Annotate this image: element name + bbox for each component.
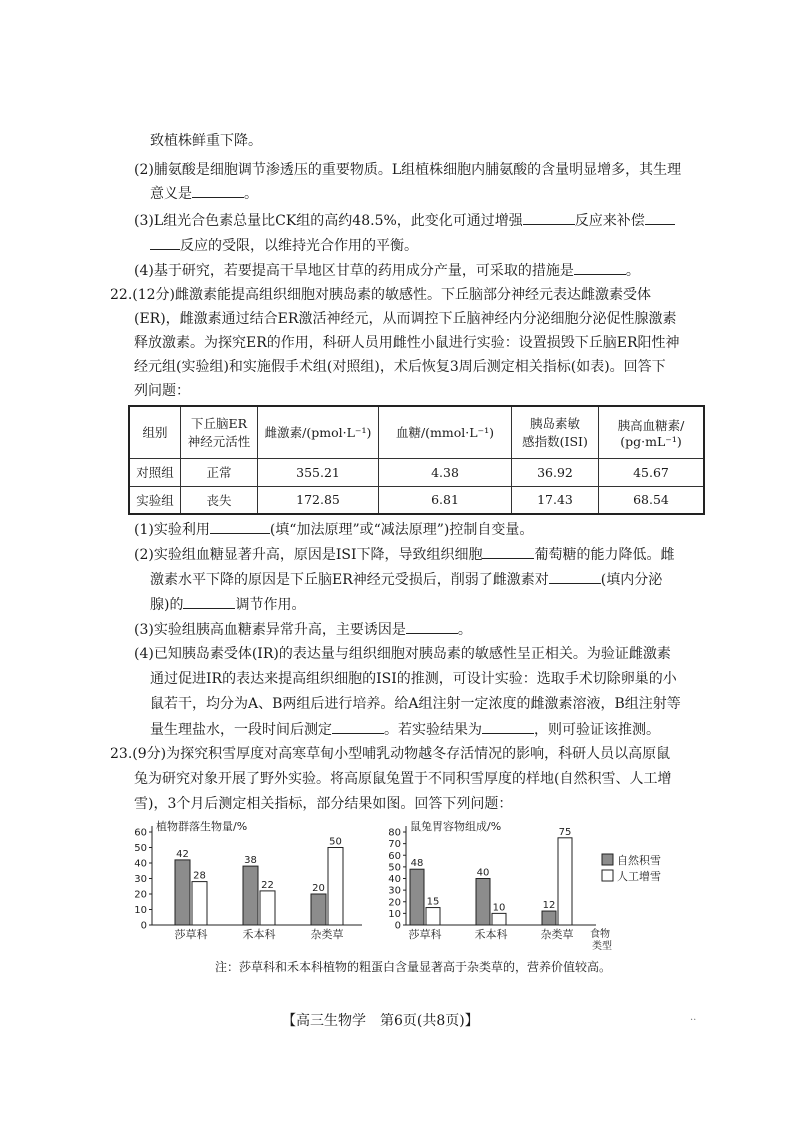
table-row bbox=[129, 458, 704, 486]
results-table bbox=[128, 405, 705, 515]
stomach-content-bar-chart bbox=[376, 818, 696, 958]
text-line: 致植株鲜重下降。 bbox=[150, 133, 262, 149]
y-tick-label: 20 bbox=[134, 889, 147, 901]
x-axis-label: 食物 bbox=[590, 929, 610, 940]
table-cell: 355.21 bbox=[258, 458, 379, 486]
table-cell: 6.81 bbox=[379, 486, 512, 514]
answer-blank[interactable] bbox=[482, 544, 534, 559]
y-tick-label: 50 bbox=[134, 843, 147, 854]
y-tick-label: 0 bbox=[394, 920, 401, 932]
bar-value-label: 15 bbox=[426, 896, 440, 908]
text-line: (2)实验组血糖显著升高，原因是ISI下降，导致组织细胞 葡萄糖的能力降低。雌 bbox=[134, 544, 674, 565]
x-axis-label: 类型 bbox=[592, 941, 612, 952]
x-category-label: 莎草科 bbox=[174, 928, 208, 941]
table-cell: 4.38 bbox=[379, 458, 512, 486]
page-mark: .. bbox=[690, 1012, 697, 1023]
figure-note: 注：莎草科和禾本科植物的粗蛋白含量显著高于杂类草的，营养价值较高。 bbox=[215, 960, 612, 974]
biomass-bar-chart bbox=[120, 818, 370, 948]
table-cell: 实验组 bbox=[129, 486, 181, 514]
answer-blank[interactable] bbox=[332, 719, 384, 734]
y-tick-label: 0 bbox=[140, 920, 147, 932]
text-line: 鼠若干，均分为A、B两组后进行培养。给A组注射一定浓度的雌激素溶液，B组注射等 bbox=[150, 696, 681, 712]
bar-value-label: 48 bbox=[410, 858, 424, 870]
text-line: (3)L组光合色素总量比CK组的高约48.5%，此变化可通过增强 反应来补偿 bbox=[134, 210, 675, 231]
bar bbox=[426, 908, 440, 925]
question-22-stem: 22.(12分)雌激素能提高组织细胞对胰岛素的敏感性。下丘脑部分神经元表达雌激素受体 bbox=[110, 287, 652, 303]
text-line: (3)实验组胰高血糖素异常升高，主要诱因是 。 bbox=[134, 619, 472, 640]
legend-label: 自然积雪 bbox=[617, 854, 661, 867]
y-tick-label: 30 bbox=[134, 874, 147, 885]
answer-blank[interactable] bbox=[183, 594, 235, 609]
text-line: 激素水平下降的原因是下丘脑ER神经元受损后，削弱了雌激素对 (填内分泌 bbox=[150, 569, 662, 590]
text-line: 兔为研究对象开展了野外实验。将高原鼠兔置于不同积雪厚度的样地(自然积雪、人工增 bbox=[134, 771, 672, 787]
bar bbox=[328, 848, 343, 926]
bar bbox=[260, 891, 275, 925]
y-tick-label: 40 bbox=[134, 858, 147, 870]
x-category-label: 杂类草 bbox=[310, 928, 344, 941]
table-cell: 45.67 bbox=[599, 458, 705, 486]
answer-blank[interactable] bbox=[150, 235, 180, 250]
bar-value-label: 38 bbox=[244, 855, 257, 867]
bar-value-label: 40 bbox=[476, 867, 490, 879]
text-line: 通过促进IR的表达来提高组织细胞的ISI的推测，可设计实验：选取手术切除卵巢的小 bbox=[150, 671, 677, 687]
table-header-row bbox=[129, 406, 704, 458]
answer-blank[interactable] bbox=[523, 210, 575, 225]
text-line: (1)实验利用 (填“加法原理”或“减法原理”)控制自变量。 bbox=[134, 519, 533, 540]
y-tick-label: 20 bbox=[388, 897, 401, 909]
bar bbox=[542, 911, 556, 925]
bar-value-label: 50 bbox=[329, 836, 342, 848]
legend-swatch bbox=[602, 870, 613, 881]
answer-blank[interactable] bbox=[210, 519, 270, 534]
legend-swatch bbox=[602, 854, 613, 865]
text-line: (4)已知胰岛素受体(IR)的表达量与组织细胞对胰岛素的敏感性呈正相关。为验证雌激素 bbox=[134, 646, 671, 662]
y-tick-label: 50 bbox=[388, 862, 401, 874]
bar bbox=[476, 879, 490, 926]
answer-blank[interactable] bbox=[482, 719, 534, 734]
y-axis-label: 鼠兔胃容物组成/% bbox=[410, 820, 502, 833]
bar-value-label: 28 bbox=[193, 870, 206, 882]
x-category-label: 杂类草 bbox=[540, 928, 574, 941]
bar bbox=[175, 860, 190, 925]
bar-value-label: 20 bbox=[312, 883, 325, 894]
bar-value-label: 10 bbox=[492, 902, 506, 914]
x-category-label: 禾本科 bbox=[474, 928, 508, 941]
table-cell: 对照组 bbox=[129, 458, 181, 486]
table-header-cell: 组别 bbox=[129, 406, 181, 458]
bar bbox=[410, 869, 424, 925]
question-23-stem: 23.(9分)为探究积雪厚度对高寒草甸小型哺乳动物越冬存活情况的影响，科研人员以高原鼠 bbox=[110, 746, 671, 762]
legend-label: 人工增雪 bbox=[617, 870, 661, 883]
text-line: 量生理盐水，一段时间后测定 。若实验结果为 ，则可验证该推测。 bbox=[150, 719, 660, 740]
bar-value-label: 22 bbox=[261, 879, 274, 891]
bar bbox=[558, 838, 572, 925]
bar bbox=[192, 882, 207, 925]
text-line: 反应的受限，以维持光合作用的平衡。 bbox=[150, 235, 418, 256]
text-line: 释放激素。为探究ER的作用，科研人员用雌性小鼠进行实验：设置损毁下丘脑ER阳性神 bbox=[134, 335, 680, 351]
text-line: (ER)，雌激素通过结合ER激活神经元，从而调控下丘脑神经内分泌细胞分泌促性腺激素 bbox=[134, 311, 677, 327]
table-header-cell: 血糖/(mmol·L⁻¹) bbox=[379, 406, 512, 458]
text-line: 腺)的 调节作用。 bbox=[150, 594, 305, 615]
bar-value-label: 42 bbox=[176, 848, 189, 860]
table-cell: 丧失 bbox=[181, 486, 258, 514]
bar bbox=[311, 894, 326, 925]
text-line: 意义是 。 bbox=[150, 183, 258, 204]
y-tick-label: 60 bbox=[388, 850, 401, 862]
y-tick-label: 60 bbox=[134, 827, 147, 839]
text-line: (2)脯氨酸是细胞调节渗透压的重要物质。L组植株细胞内脯氨酸的含量明显增多，其生理 bbox=[134, 162, 682, 178]
text-line: (4)基于研究，若要提高干旱地区甘草的药用成分产量，可采取的措施是 。 bbox=[134, 260, 640, 281]
y-tick-label: 10 bbox=[134, 905, 147, 916]
text-line: 经元组(实验组)和实施假手术组(对照组)，术后恢复3周后测定相关指标(如表)。回答下 bbox=[134, 359, 666, 375]
table-header-cell: 胰岛素敏 感指数(ISI) bbox=[512, 406, 599, 458]
text-line: 列问题： bbox=[134, 383, 190, 399]
bar-value-label: 75 bbox=[558, 826, 572, 838]
table-cell: 36.92 bbox=[512, 458, 599, 486]
bar bbox=[492, 913, 506, 925]
text-line: 雪)，3个月后测定相关指标，部分结果如图。回答下列问题： bbox=[134, 796, 513, 812]
answer-blank[interactable] bbox=[192, 183, 244, 198]
y-tick-label: 70 bbox=[388, 839, 401, 851]
answer-blank[interactable] bbox=[574, 260, 626, 275]
table-cell: 正常 bbox=[181, 458, 258, 486]
bar bbox=[243, 866, 258, 925]
table-cell: 172.85 bbox=[258, 486, 379, 514]
table-header-cell: 下丘脑ER 神经元活性 bbox=[181, 406, 258, 458]
y-tick-label: 30 bbox=[388, 885, 401, 897]
table-header-cell: 胰高血糖素/ (pg·mL⁻¹) bbox=[599, 406, 705, 458]
y-axis-label: 植物群落生物量/% bbox=[156, 820, 248, 833]
table-cell: 17.43 bbox=[512, 486, 599, 514]
table-row bbox=[129, 486, 704, 514]
y-tick-label: 10 bbox=[388, 908, 401, 920]
y-tick-label: 40 bbox=[388, 874, 401, 885]
bar-value-label: 12 bbox=[542, 900, 556, 912]
answer-blank[interactable] bbox=[645, 210, 675, 225]
answer-blank[interactable] bbox=[406, 619, 458, 634]
x-category-label: 禾本科 bbox=[242, 928, 276, 941]
y-tick-label: 80 bbox=[388, 827, 401, 839]
answer-blank[interactable] bbox=[549, 569, 601, 584]
table-header-cell: 雌激素/(pmol·L⁻¹) bbox=[258, 406, 379, 458]
table-cell: 68.54 bbox=[599, 486, 705, 514]
x-category-label: 莎草科 bbox=[408, 928, 442, 941]
page-footer: 【高三生物学 第6页(共8页)】 bbox=[282, 1013, 479, 1029]
